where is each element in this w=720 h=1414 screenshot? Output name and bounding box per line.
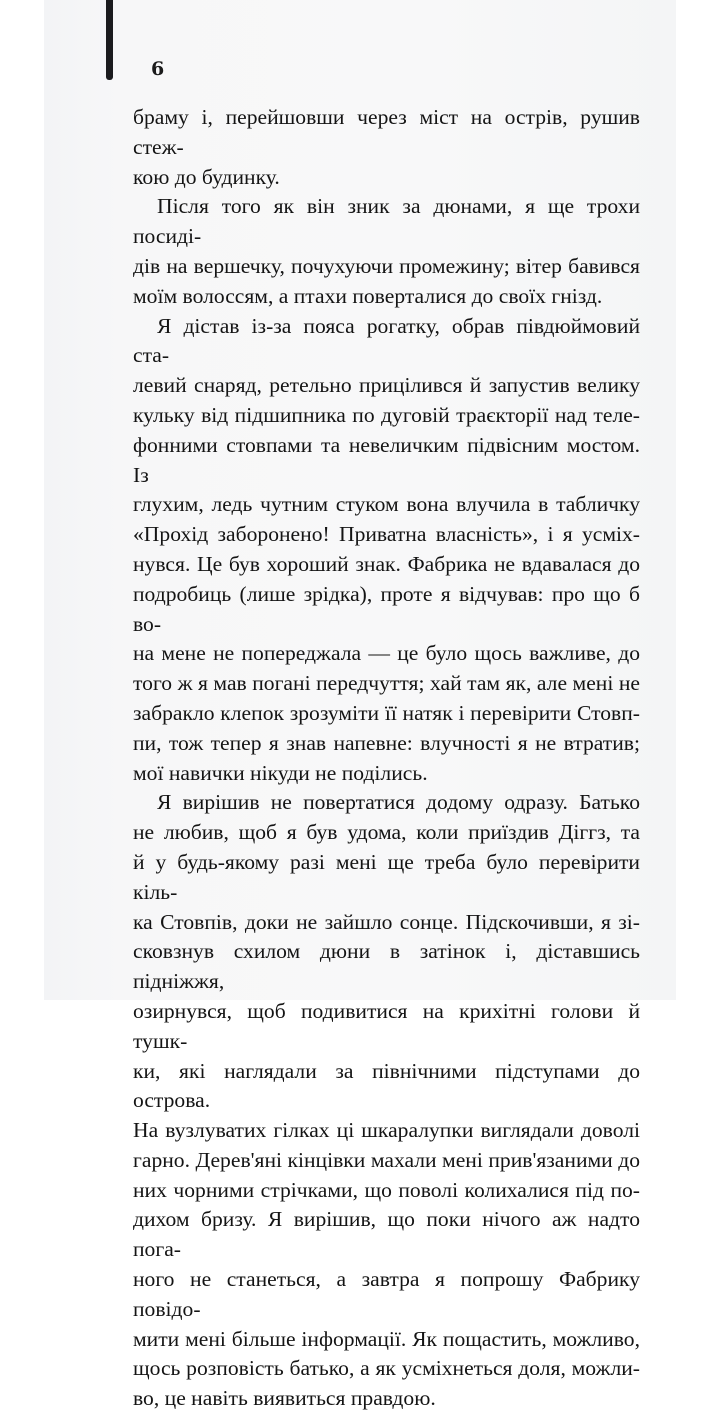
- text-line: «Прохід заборонено! Приватна власність», і я усміх-: [133, 522, 640, 547]
- body-text: [133, 103, 640, 1414]
- text-line: забракло клепок зрозуміти її натяк і перевірити Стовп-: [133, 700, 640, 725]
- text-line: моїм волоссям, а птахи поверталися до своїх гнізд.: [133, 283, 603, 308]
- text-line: на мене не попереджала — це було щось важливе, до: [133, 641, 640, 666]
- text-line: Я дістав із-за пояса рогатку, обрав півдюймовий ста-: [133, 313, 640, 368]
- text-line: На вузлуватих гілках ці шкаралупки виглядали доволі: [133, 1118, 640, 1143]
- text-line: не любив, щоб я був удома, коли приїздив Діггз, та: [133, 820, 640, 845]
- text-line: того ж я мав погані передчуття; хай там як, але мені не: [133, 671, 640, 696]
- text-line: во, це навіть виявиться правдою.: [133, 1386, 436, 1411]
- text-line: сковзнув схилом дюни в затінок і, діставшись підніжжя,: [133, 939, 640, 994]
- text-line: кою до будинку.: [133, 164, 280, 189]
- text-line: мити мені більше інформації. Як пощастить, можливо,: [133, 1326, 640, 1351]
- text-line: ного не станеться, а завтра я попрошу Фабрику повідо-: [133, 1267, 640, 1321]
- text-line: пи, тож тепер я знав напевне: влучності я не втратив;: [133, 730, 640, 755]
- text-line: й у будь-якому разі мені ще треба було перевірити кіль-: [133, 849, 640, 904]
- text-line: ка Стовпів, доки не зайшло сонце. Підскочивши, я зі-: [133, 909, 640, 934]
- text-line: дихом бризу. Я вирішив, що поки нічого аж надто пога-: [133, 1207, 640, 1262]
- text-line: Я вирішив не повертатися додому одразу. Батько: [157, 790, 640, 815]
- text-line: глухим, ледь чутним стуком вона влучила в табличку: [133, 492, 640, 517]
- text-line: щось розповість батько, а як усміхнеться доля, можли-: [133, 1356, 640, 1381]
- text-line: браму і, перейшовши через міст на острів, рушив стеж-: [133, 105, 640, 159]
- text-line: гарно. Дерев'яні кінцівки махали мені прив'язаними до: [133, 1147, 640, 1172]
- text-line: мої навички нікуди не поділись.: [133, 760, 428, 785]
- text-line: подробиць (лише зрідка), проте я відчував: про що б во-: [133, 581, 640, 636]
- text-line: дів на вершечку, почухуючи промежину; вітер бавився: [133, 253, 640, 278]
- text-line: озирнувся, щоб подивитися на крихітні голови й тушк-: [133, 998, 640, 1053]
- text-line: Після того як він зник за дюнами, я ще трохи посиді-: [133, 194, 640, 249]
- text-line: ки, які наглядали за північними підступами до острова.: [133, 1058, 640, 1113]
- page-number: 6: [151, 58, 165, 80]
- text-line: нувся. Це був хороший знак. Фабрика не вдавалася до: [133, 551, 640, 576]
- text-line: них чорними стрічками, що поволі колихалися під по-: [133, 1177, 640, 1202]
- text-line: кульку від підшипника по дуговій траєкторії над теле-: [133, 402, 640, 427]
- text-line: левий снаряд, ретельно прицілився й запустив велику: [133, 373, 640, 398]
- text-line: фонними стовпами та невеличким підвісним мостом. Із: [133, 432, 640, 487]
- binding-edge-mark: [106, 0, 113, 80]
